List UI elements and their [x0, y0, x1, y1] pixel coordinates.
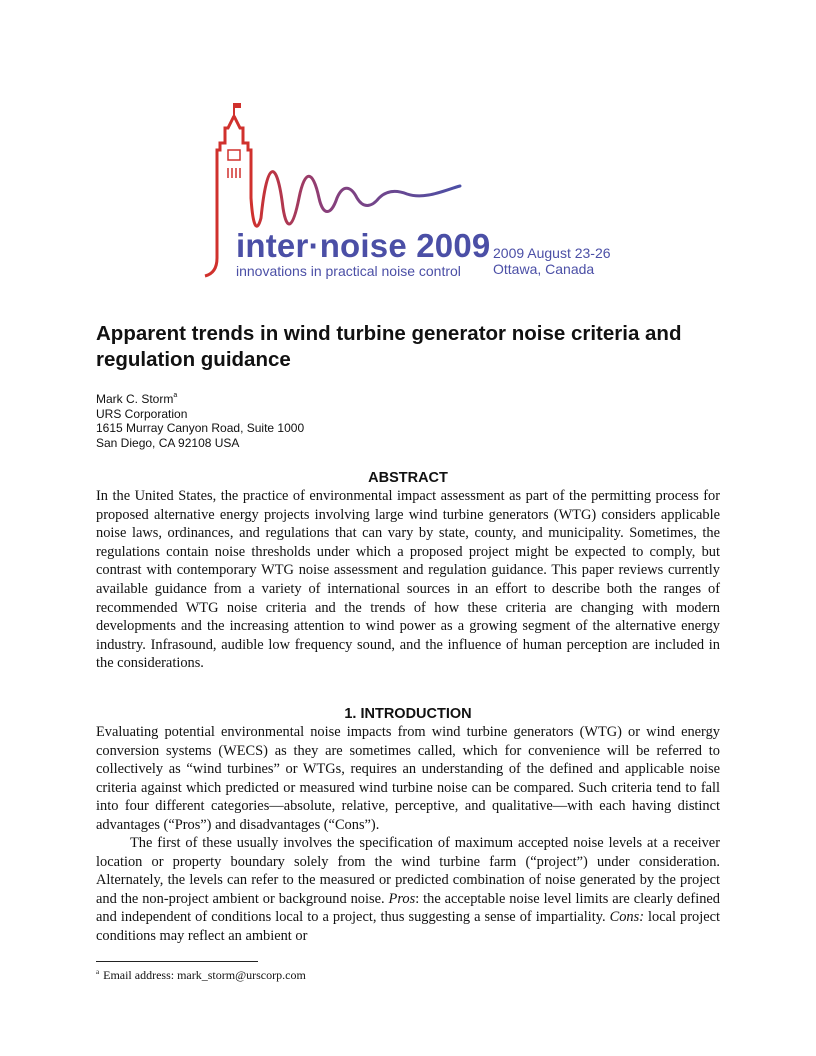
abstract-text: In the United States, the practice of environmental impact assessment as part of the permitting process for proposed alternative energy projects involving large wind turbine generators (WTG) considers applicable noise laws, ordinances, and regulations that can vary by state, county, and municipality. Sometimes, the regulations contain noise thresholds under which a proposed project might be expected to comply, but contrast with contemporary WTG noise assessment and regulation guidance. This paper reviews currently available guidance from a variety of international sources in an effort to describe both the ranges of recommended WTG noise criteria and the trends of how these criteria are changing with modern developments and the increasing attention to wind power as a growing segment of the alternative energy industry. Infrasound, audible low frequency sound, and the influence of human perception are included in the considerations. — [96, 488, 720, 672]
affiliation: URS Corporation — [96, 406, 188, 421]
author-footnote-marker: a — [173, 392, 178, 399]
footnote — [96, 968, 306, 983]
conference-brand — [236, 229, 490, 279]
introduction-heading: 1. INTRODUCTION — [344, 706, 472, 722]
cons-label: Cons: — [609, 909, 644, 926]
author-block — [96, 392, 304, 450]
footnote-divider — [96, 961, 258, 962]
introduction-paragraph-1: Evaluating potential environmental noise impacts from wind turbine generators (WTG) or wind energy conversion systems (WECS) as they are sometimes called, which for convenience will be referred to collectively as “wind turbines” or WTGs, requires an understanding of the defined and applicable noise criteria against which predicted or measured wind turbine noise can be compared. Such criteria tend to fall into four different categories—absolute, relative, perceptive, and qualitative—with each having distinct advantages (“Pros”) and disadvantages (“Cons”). — [96, 724, 720, 833]
pros-label: Pros — [388, 890, 416, 907]
conference-location: Ottawa, Canada — [493, 261, 595, 277]
para2-start: The first of these usually involves the specification of maximum accepted noise levels at a receiver location or property boundary solely from the wind turbine farm (“project”) under consideration. Alternately, the levels can refer to the measured or predicted combination of noise generated by the project and the non-project ambient or background noise. — [96, 835, 720, 907]
address-line-2: San Diego, CA 92108 USA — [96, 435, 240, 450]
para2-mid: : the acceptable noise level limits are clearly defined and independent of conditions local to a project, thus suggesting a sense of impartiality. — [96, 890, 720, 926]
brand-title: inter·noise 2009 — [236, 227, 491, 264]
author-name: Mark C. Storm — [96, 392, 174, 406]
introduction-paragraph-2 — [96, 834, 720, 946]
footnote-marker: a — [96, 968, 100, 976]
footnote-text: Email address: mark_storm@urscorp.com — [103, 968, 306, 982]
abstract-heading: ABSTRACT — [368, 470, 448, 486]
brand-subtitle: innovations in practical noise control — [236, 263, 461, 279]
para2-end: local project conditions may reflect an ambient or — [96, 909, 720, 944]
paper-title: Apparent trends in wind turbine generator noise criteria and regulation guidance — [96, 322, 682, 371]
address-line-1: 1615 Murray Canyon Road, Suite 1000 — [96, 421, 305, 435]
conference-date: 2009 August 23-26 — [493, 245, 611, 261]
conference-info — [493, 245, 611, 277]
